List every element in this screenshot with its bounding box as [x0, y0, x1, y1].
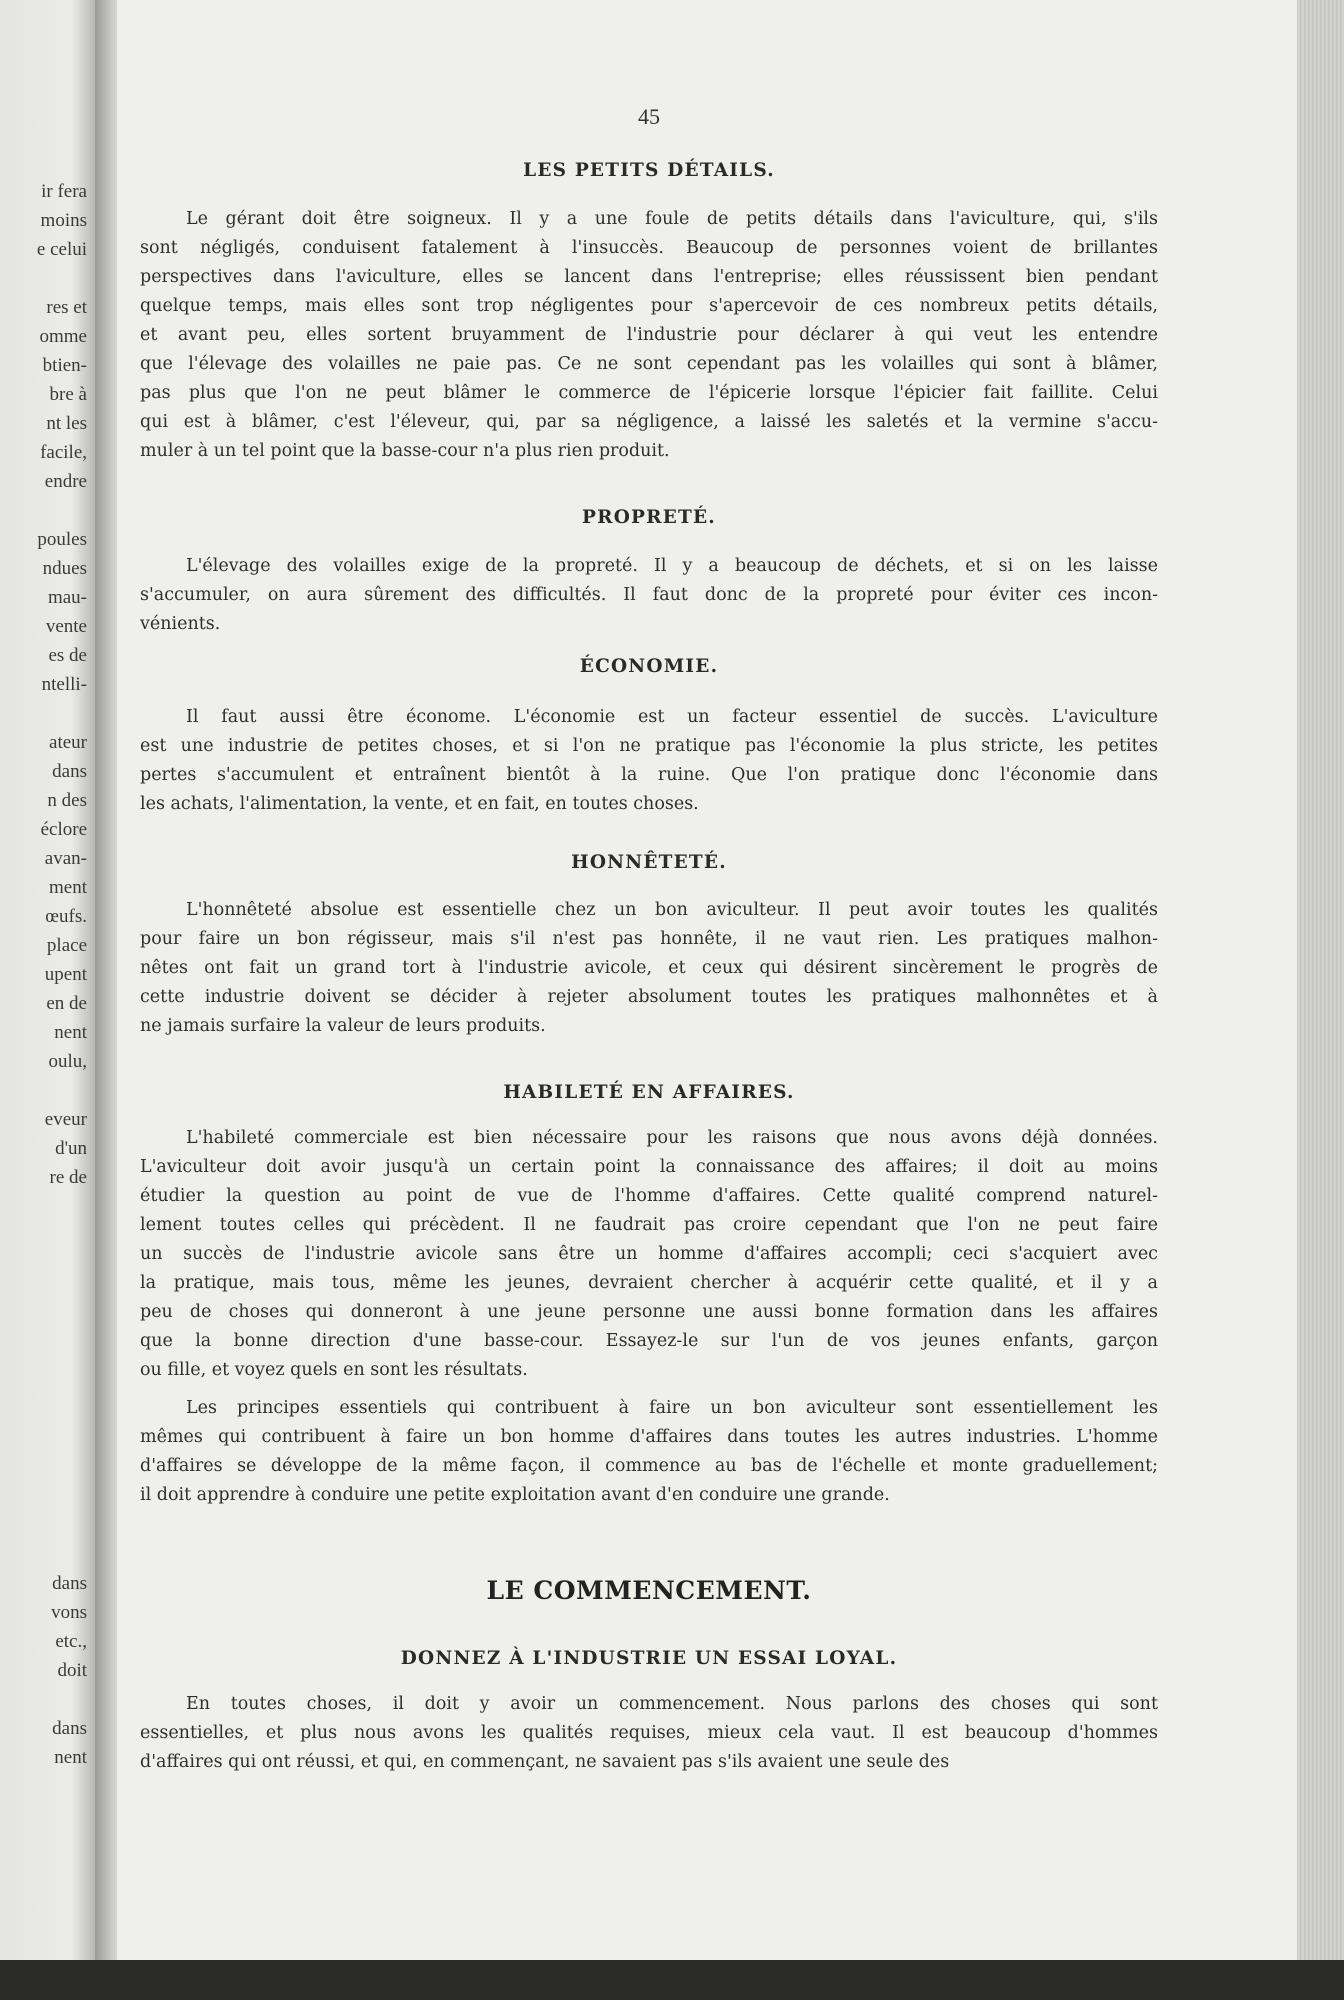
facing-page-line: mau- [47, 587, 87, 608]
text-line: d'affaires se développe de la même façon, il commence au bas de l'échelle et monte graduellement; [140, 1456, 1158, 1476]
text-line: ou fille, et voyez quels en sont les résultats. [140, 1360, 528, 1380]
paragraph-habilete-2 [140, 1394, 1158, 1510]
facing-page-line: avan- [44, 848, 87, 869]
text-line: perspectives dans l'aviculture, elles se lancent dans l'entreprise; elles réussissent bien pendant [140, 267, 1158, 287]
facing-page-line: poules [37, 529, 87, 550]
text-line: les achats, l'alimentation, la vente, et en fait, en toutes choses. [140, 794, 699, 814]
paragraph-petits-details [140, 205, 1158, 466]
text-line: essentielles, et plus nous avons les qualités requises, mieux cela vaut. Il est beaucoup d'hommes [140, 1723, 1158, 1743]
text-line: sont négligés, conduisent fatalement à l'insuccès. Beaucoup de personnes voient de brillantes [140, 238, 1158, 258]
facing-page-line: e celui [36, 239, 87, 260]
text-line: mêmes qui contribuent à faire un bon homme d'affaires dans toutes les autres industries. L'homme [140, 1427, 1158, 1447]
paragraph-economie [140, 703, 1158, 819]
facing-page-line: ment [49, 877, 87, 898]
facing-page-line: ir fera [41, 181, 87, 202]
text-line: s'accumuler, on aura sûrement des difficultés. Il faut donc de la propreté pour éviter ces incon- [140, 585, 1158, 605]
facing-page-line: dans [52, 1573, 87, 1594]
section-heading-habilete: HABILETÉ EN AFFAIRES. [503, 1082, 795, 1103]
bottom-shadow [0, 1960, 1344, 2000]
text-line: étudier la question au point de vue de l'homme d'affaires. Cette qualité comprend naturel- [140, 1186, 1158, 1206]
facing-page-line: place [46, 935, 87, 956]
text-line: pertes s'accumulent et entraînent bientôt à la ruine. Que l'on pratique donc l'économie dans [140, 765, 1158, 785]
facing-page-line: re de [49, 1167, 87, 1188]
facing-page-line: ateur [49, 732, 87, 753]
facing-page-line: vons [51, 1602, 87, 1623]
facing-page-line: en de [46, 993, 87, 1014]
facing-page-line: upent [44, 964, 87, 985]
facing-page-line: éclore [40, 819, 87, 840]
text-line: est une industrie de petites choses, et si l'on ne pratique pas l'économie la plus stricte, les petites [140, 736, 1158, 756]
facing-page-line: res et [46, 297, 87, 318]
facing-page-line: nt les [46, 413, 87, 434]
facing-page-line: bre à [49, 384, 87, 405]
book-gutter [95, 0, 117, 2000]
facing-page-line: ntelli- [41, 674, 87, 695]
facing-page-line: n des [47, 790, 87, 811]
text-line: pour faire un bon régisseur, mais s'il n'est pas honnête, il ne vaut rien. Les pratiques malhon- [140, 929, 1158, 949]
facing-page-line: oulu, [48, 1051, 87, 1072]
paragraph-honnetete [140, 896, 1158, 1041]
text-line: il doit apprendre à conduire une petite exploitation avant d'en conduire une grande. [140, 1485, 890, 1505]
text-line: L'habileté commerciale est bien nécessaire pour les raisons que nous avons déjà données. [186, 1128, 1158, 1148]
text-line: la pratique, mais tous, même les jeunes, devraient chercher à acquérir cette qualité, et il y a [140, 1273, 1158, 1293]
text-line: L'élevage des volailles exige de la propreté. Il y a beaucoup de déchets, et si on les laisse [186, 556, 1158, 576]
paragraph-commencement [140, 1690, 1158, 1777]
facing-page-line: eveur [44, 1109, 87, 1130]
page-content [140, 0, 1158, 1950]
facing-page-line: ndues [42, 558, 87, 579]
facing-page-line: omme [39, 326, 87, 347]
section-heading-proprete: PROPRETÉ. [582, 507, 716, 528]
text-line: pas plus que l'on ne peut blâmer le commerce de l'épicerie lorsque l'épicier fait faillite. Celui [140, 383, 1158, 403]
text-line: En toutes choses, il doit y avoir un commencement. Nous parlons des choses qui sont [186, 1694, 1158, 1714]
text-line: Les principes essentiels qui contribuent à faire un bon aviculteur sont essentiellement les [186, 1398, 1158, 1418]
section-heading-petits-details: LES PETITS DÉTAILS. [523, 160, 775, 181]
facing-page-line: d'un [55, 1138, 87, 1159]
facing-page-line: etc., [55, 1631, 87, 1652]
facing-page-line: nent [54, 1747, 87, 1768]
text-line: L'honnêteté absolue est essentielle chez un bon aviculteur. Il peut avoir toutes les qualités [186, 900, 1158, 920]
facing-page-fragment [0, 0, 95, 2000]
facing-page-line: dans [52, 761, 87, 782]
text-line: vénients. [140, 614, 221, 634]
section-heading-honnetete: HONNÊTETÉ. [571, 852, 727, 873]
facing-page-line: vente [45, 616, 87, 637]
chapter-title: LE COMMENCEMENT. [486, 1576, 812, 1605]
facing-page-line: œufs. [45, 906, 87, 927]
facing-page-line: doit [57, 1660, 87, 1681]
page-edge [1297, 0, 1344, 2000]
text-line: que la bonne direction d'une basse-cour. Essayez-le sur l'un de vos jeunes enfants, garçon [140, 1331, 1158, 1351]
text-line: et avant peu, elles sortent bruyamment de l'industrie pour déclarer à qui veut les entendre [140, 325, 1158, 345]
text-line: L'aviculteur doit avoir jusqu'à un certain point la connaissance des affaires; il doit au moins [140, 1157, 1158, 1177]
facing-page-line: endre [44, 471, 87, 492]
text-line: qui est à blâmer, c'est l'éleveur, qui, par sa négligence, a laissé les saletés et la vermine s'accu- [140, 412, 1158, 432]
page-number: 45 [638, 104, 660, 129]
facing-page-line: moins [40, 210, 87, 231]
text-line: Le gérant doit être soigneux. Il y a une foule de petits détails dans l'aviculture, qui, s'ils [186, 209, 1158, 229]
facing-page-line: nent [54, 1022, 87, 1043]
facing-page-line: dans [52, 1718, 87, 1739]
text-line: ne jamais surfaire la valeur de leurs produits. [140, 1016, 546, 1036]
text-line: muler à un tel point que la basse-cour n'a plus rien produit. [140, 441, 670, 461]
facing-page-line: es de [48, 645, 87, 666]
text-line: un succès de l'industrie avicole sans être un homme d'affaires accompli; ceci s'acquiert avec [140, 1244, 1158, 1264]
paragraph-proprete [140, 552, 1158, 639]
facing-page-line: facile, [40, 442, 87, 463]
paragraph-habilete-1 [140, 1124, 1158, 1385]
text-line: nêtes ont fait un grand tort à l'industrie avicole, et ceux qui désirent sincèrement le progrès de [140, 958, 1158, 978]
text-line: que l'élevage des volailles ne paie pas. Ce ne sont cependant pas les volailles qui sont à blâmer, [140, 354, 1158, 374]
text-line: peu de choses qui donneront à une jeune personne une aussi bonne formation dans les affaires [140, 1302, 1158, 1322]
text-line: cette industrie doivent se décider à rejeter absolument toutes les pratiques malhonnêtes et à [140, 987, 1158, 1007]
facing-page-line: btien- [42, 355, 87, 376]
chapter-subheading: DONNEZ À L'INDUSTRIE UN ESSAI LOYAL. [400, 1648, 898, 1669]
text-line: Il faut aussi être économe. L'économie est un facteur essentiel de succès. L'aviculture [186, 707, 1158, 727]
section-heading-economie: ÉCONOMIE. [579, 656, 719, 677]
text-line: d'affaires qui ont réussi, et qui, en commençant, ne savaient pas s'ils avaient une seule des [140, 1752, 950, 1772]
text-line: quelque temps, mais elles sont trop négligentes pour s'apercevoir de ces nombreux petits détails, [140, 296, 1158, 316]
text-line: lement toutes celles qui précèdent. Il ne faudrait pas croire cependant que l'on ne peut faire [140, 1215, 1158, 1235]
